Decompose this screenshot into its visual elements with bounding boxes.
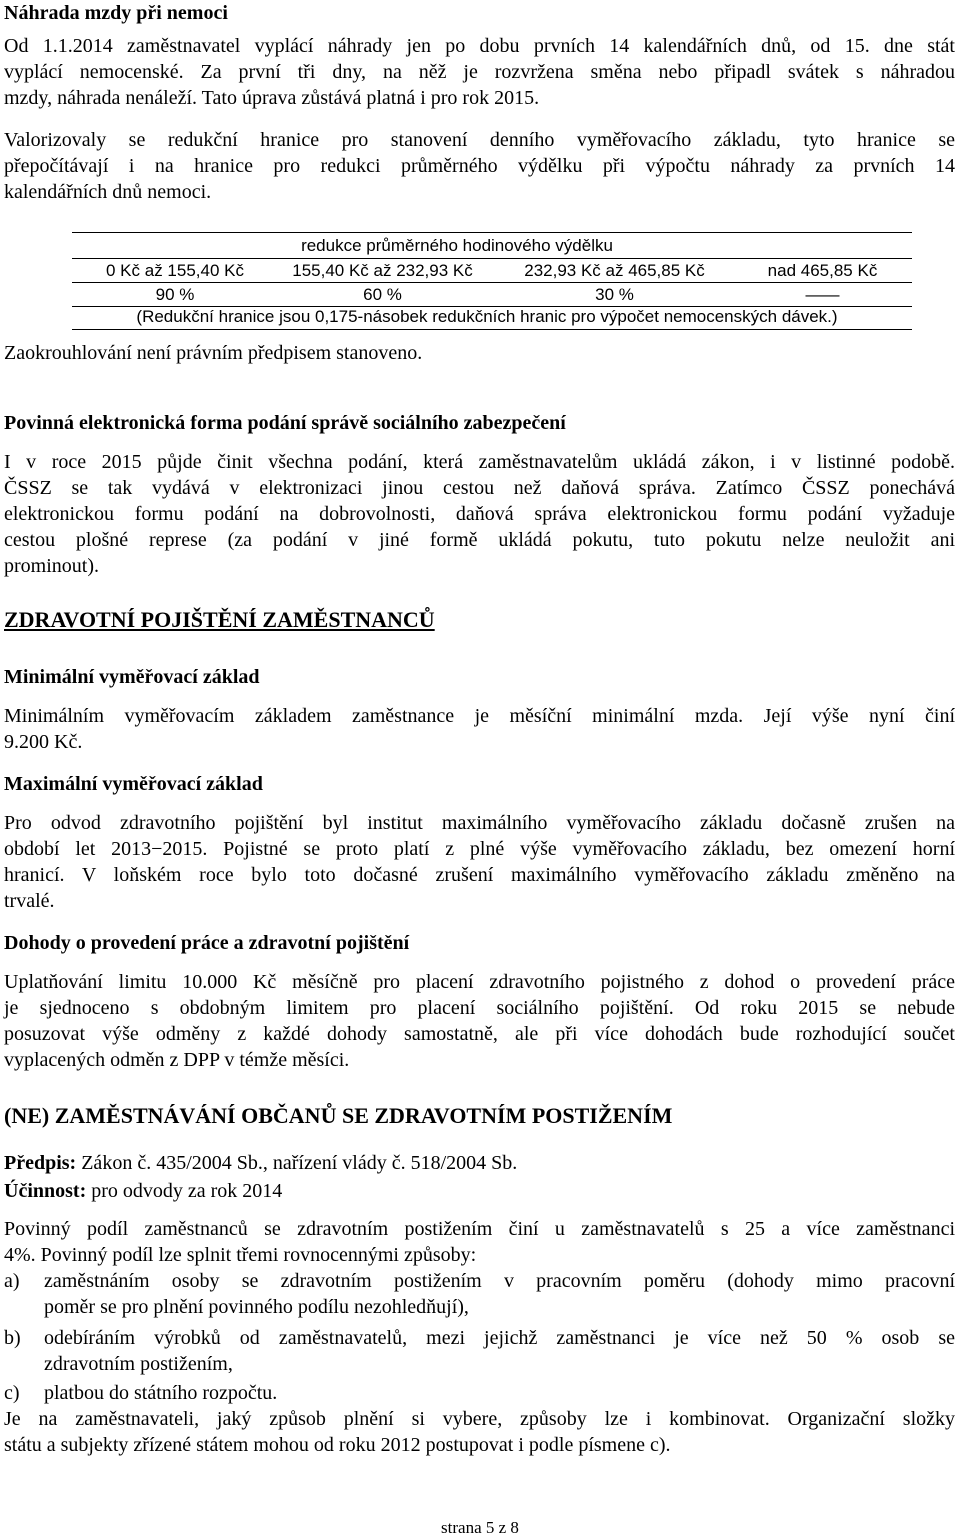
section-title-sick-pay: Náhrada mzdy při nemoci bbox=[4, 2, 228, 24]
page-number: strana 5 z 8 bbox=[441, 1518, 519, 1537]
text-line: státu a subjekty zřízené státem mohou od roku 2012 postupovat i podle písmene c). bbox=[4, 1434, 671, 1456]
text-line: mzdy, náhrada nenáleží. Tato úprava zůstává platná i pro rok 2015. bbox=[4, 87, 540, 109]
text-line: vyplacených odměn z DPP v témže měsíci. bbox=[4, 1049, 350, 1071]
text-line: hranicí. V loňském roce bylo toto dočasné zrušení maximálního vyměřovacího základu změněno na bbox=[4, 864, 955, 886]
table-cell: nad 465,85 Kč bbox=[767, 261, 878, 280]
table-cell: 90 % bbox=[155, 285, 195, 304]
list-marker-a: a) bbox=[4, 1270, 20, 1292]
subheading-dpp: Dohody o provedení práce a zdravotní pojištění bbox=[4, 932, 410, 954]
regulation-label: Předpis: bbox=[4, 1152, 77, 1174]
paragraph-sick-pay bbox=[4, 33, 955, 85]
text-line: Valorizovaly se redukční hranice pro stanovení denního vyměřovacího základu, tyto hranice se bbox=[4, 129, 955, 151]
effective-value: pro odvody za rok 2014 bbox=[86, 1180, 283, 1202]
table-cell: 0 Kč až 155,40 Kč bbox=[106, 261, 244, 280]
text-line: ČSSZ se tak vydává v elektronizaci jinou cestou než daňová správa. Zatímco ČSSZ ponechává bbox=[4, 477, 955, 499]
text-line: elektronickou formu podání na dobrovolnosti, daňová správa elektronickou formu podání vyžaduje bbox=[4, 503, 955, 525]
list-marker-c: c) bbox=[4, 1382, 20, 1404]
text-line: 9.200 Kč. bbox=[4, 731, 83, 753]
effective-label: Účinnost: bbox=[4, 1180, 87, 1202]
list-marker-b: b) bbox=[4, 1327, 21, 1349]
list-item-b-cont: zdravotním postižením, bbox=[44, 1353, 233, 1375]
table-cell: 30 % bbox=[595, 285, 634, 304]
paragraph-dpp bbox=[4, 969, 955, 1047]
text-line: prominout). bbox=[4, 555, 99, 577]
text-line: vyplácí nemocenské. Za první tři dny, na něž je rozvržena směna nebo připadl svátek s náhradou bbox=[4, 61, 955, 83]
text-line: je sjednoceno s obdobným limitem pro placení sociálního pojištění. Od roku 2015 se nebude bbox=[4, 997, 955, 1019]
text-line: posuzovat výše odměny z každé dohody samostatně, ale při více dohodách bude rozhodující součet bbox=[4, 1023, 955, 1045]
text-line: kalendářních dnů nemoci. bbox=[4, 181, 212, 203]
text-line: Uplatňování limitu 10.000 Kč měsíčně pro placení zdravotního pojistného z dohod o provedení práce bbox=[4, 971, 955, 993]
text-line: I v roce 2015 půjde činit všechna podání, která zaměstnavatelům ukládá zákon, i v listinné podobě. bbox=[4, 451, 955, 473]
text-line: 4%. Povinný podíl lze splnit třemi rovnocennými způsoby: bbox=[4, 1244, 477, 1266]
regulation-value: Zákon č. 435/2004 Sb., nařízení vlády č. 518/2004 Sb. bbox=[76, 1152, 518, 1174]
regulation-line bbox=[4, 1150, 517, 1176]
text-line: Minimálním vyměřovacím základem zaměstnance je měsíční minimální mzda. Její výše nyní činí bbox=[4, 705, 955, 727]
text-line: přepočítávají i na hranice pro redukci průměrného výdělku při výpočtu náhrady za prvních 14 bbox=[4, 155, 955, 177]
text-line: cestou plošné represe (za podání v jiné formě ukládá pokutu, tuto pokutu nelze neuložit ani bbox=[4, 529, 955, 551]
paragraph-max-base bbox=[4, 810, 955, 888]
section-title-electronic: Povinná elektronická forma podání správě sociálního zabezpečení bbox=[4, 412, 566, 434]
list-item-c: platbou do státního rozpočtu. bbox=[44, 1382, 278, 1404]
table-cell: —— bbox=[805, 285, 840, 304]
text-line: Od 1.1.2014 zaměstnavatel vyplácí náhrady jen po dobu prvních 14 kalendářních dnů, od 15. dne stát bbox=[4, 35, 955, 57]
paragraph-min-base bbox=[4, 703, 955, 729]
section-title-disabled: (NE) ZAMĚSTNÁVÁNÍ OBČANŮ SE ZDRAVOTNÍM POSTIŽENÍM bbox=[4, 1103, 673, 1128]
text-line: Pro odvod zdravotního pojištění byl institut maximálního vyměřovacího základu dočasně zrušen na bbox=[4, 812, 955, 834]
list-item-b: odebíráním výrobků od zaměstnavatelů, mezi jejichž zaměstnanci je více než 50 % osob se bbox=[44, 1327, 955, 1349]
text-line: Je na zaměstnavateli, jaký způsob plnění si vybere, způsoby lze i kombinovat. Organizační složky bbox=[4, 1408, 955, 1430]
list-item-a-cont: poměr se pro plnění povinného podílu nezohledňují), bbox=[44, 1296, 469, 1318]
table-header: redukce průměrného hodinového výdělku bbox=[301, 236, 613, 255]
text-line: trvalé. bbox=[4, 890, 55, 912]
paragraph-quota bbox=[4, 1216, 955, 1242]
text-line: období let 2013−2015. Pojistné se proto platí z plné výše vyměřovacího základu, bez omezení horní bbox=[4, 838, 955, 860]
section-title-health: ZDRAVOTNÍ POJIŠTĚNÍ ZAMĚSTNANCŮ bbox=[4, 607, 435, 632]
paragraph-valorization bbox=[4, 127, 955, 179]
subheading-min-base: Minimální vyměřovací základ bbox=[4, 666, 260, 688]
table-cell: 155,40 Kč až 232,93 Kč bbox=[292, 261, 473, 280]
subheading-max-base: Maximální vyměřovací základ bbox=[4, 773, 263, 795]
paragraph-combination bbox=[4, 1406, 955, 1432]
effective-line bbox=[4, 1178, 282, 1204]
text-line: Zaokrouhlování není právním předpisem stanoveno. bbox=[4, 342, 423, 364]
table-cell: 232,93 Kč až 465,85 Kč bbox=[524, 261, 705, 280]
text-line: Povinný podíl zaměstnanců se zdravotním postižením činí u zaměstnavatelů s 25 a více zaměstnanci bbox=[4, 1218, 955, 1240]
paragraph-electronic bbox=[4, 449, 955, 553]
list-item-a: zaměstnáním osoby se zdravotním postižením v pracovním poměru (dohody mimo pracovní bbox=[44, 1270, 955, 1292]
table-note: (Redukční hranice jsou 0,175-násobek redukčních hranic pro výpočet nemocenských dávek.) bbox=[136, 307, 838, 326]
table-cell: 60 % bbox=[363, 285, 402, 304]
